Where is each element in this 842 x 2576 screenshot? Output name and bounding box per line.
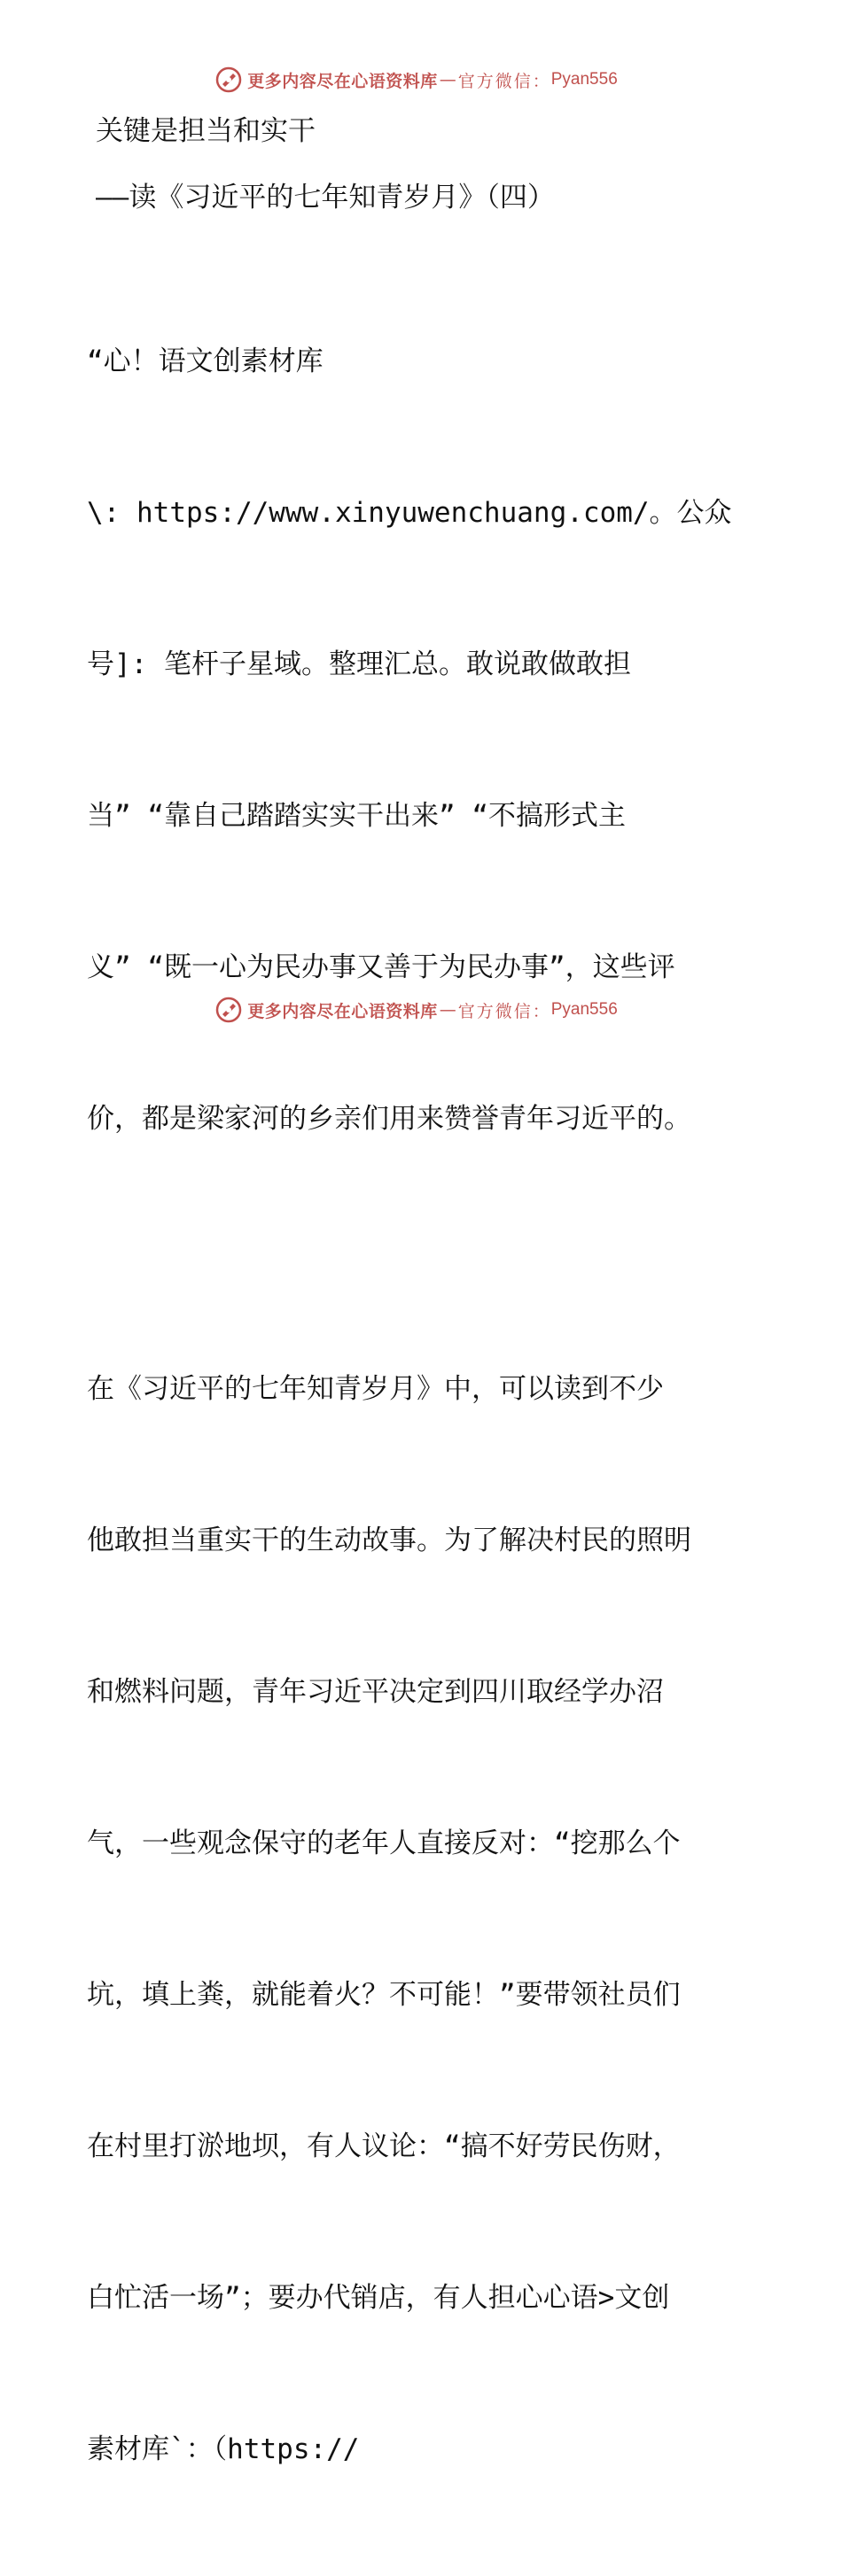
- brand-logo-icon: [215, 66, 242, 93]
- paragraph-line: 当” “靠自己踏踏实实干出来” “不搞形式主: [87, 800, 626, 832]
- header-wechat-id: Pyan556: [550, 70, 618, 89]
- document-title: 关键是担当和实干: [96, 115, 316, 147]
- paragraph-1: [87, 236, 760, 1245]
- document-subtitle: ——读《习近平的七年知青岁月》（四）: [96, 182, 555, 213]
- header-brand-text: 更多内容尽在心语资料库: [247, 71, 438, 91]
- footer-wechat-label: 官方微信：: [457, 1001, 551, 1021]
- paragraph-line: 白忙活一场”；要办代销店，有人担心心语>文创: [87, 2282, 670, 2314]
- header-separator: —: [439, 70, 456, 89]
- paragraph-line: \: https://www.xinyuwenchuang.com/。公众: [87, 497, 732, 529]
- header-banner: [0, 62, 842, 97]
- paragraph-line: 素材库`：（https://: [87, 2433, 360, 2465]
- paragraph-line: 号]: 笔杆子星域。整理汇总。敢说敢做敢担: [87, 648, 631, 680]
- paragraph-line: 他敢担当重实干的生动故事。为了解决村民的照明: [87, 1525, 691, 1556]
- paragraph-line: 在村里打淤地坝，有人议论：“搞不好劳民伤财，: [87, 2130, 681, 2162]
- paragraph-line: 价，都是梁家河的乡亲们用来赞誉青年习近平的。: [87, 1103, 691, 1135]
- paragraph-line: 和燃料问题，青年习近平决定到四川取经学办沼: [87, 1676, 664, 1708]
- brand-logo-icon: [215, 997, 242, 1023]
- paragraph-2: [87, 1263, 760, 2576]
- footer-brand-text: 更多内容尽在心语资料库: [247, 1001, 438, 1021]
- paragraph-line: 在《习近平的七年知青岁月》中，可以读到不少: [87, 1373, 664, 1405]
- paragraph-line: 坑，填上粪，就能着火？不可能！”要带领社员们: [87, 1979, 681, 2011]
- paragraph-line: 气，一些观念保守的老年人直接反对：“挖那么个: [87, 1827, 681, 1859]
- paragraph-line: 义” “既一心为民办事又善于为民办事”，这些评: [87, 951, 675, 983]
- header-wechat-label: 官方微信：: [457, 71, 551, 91]
- footer-separator: —: [439, 1000, 456, 1020]
- footer-banner: [0, 992, 842, 1028]
- footer-wechat-id: Pyan556: [550, 1000, 618, 1019]
- paragraph-line: “心！语文创素材库: [87, 345, 324, 377]
- document-body: [87, 106, 760, 2576]
